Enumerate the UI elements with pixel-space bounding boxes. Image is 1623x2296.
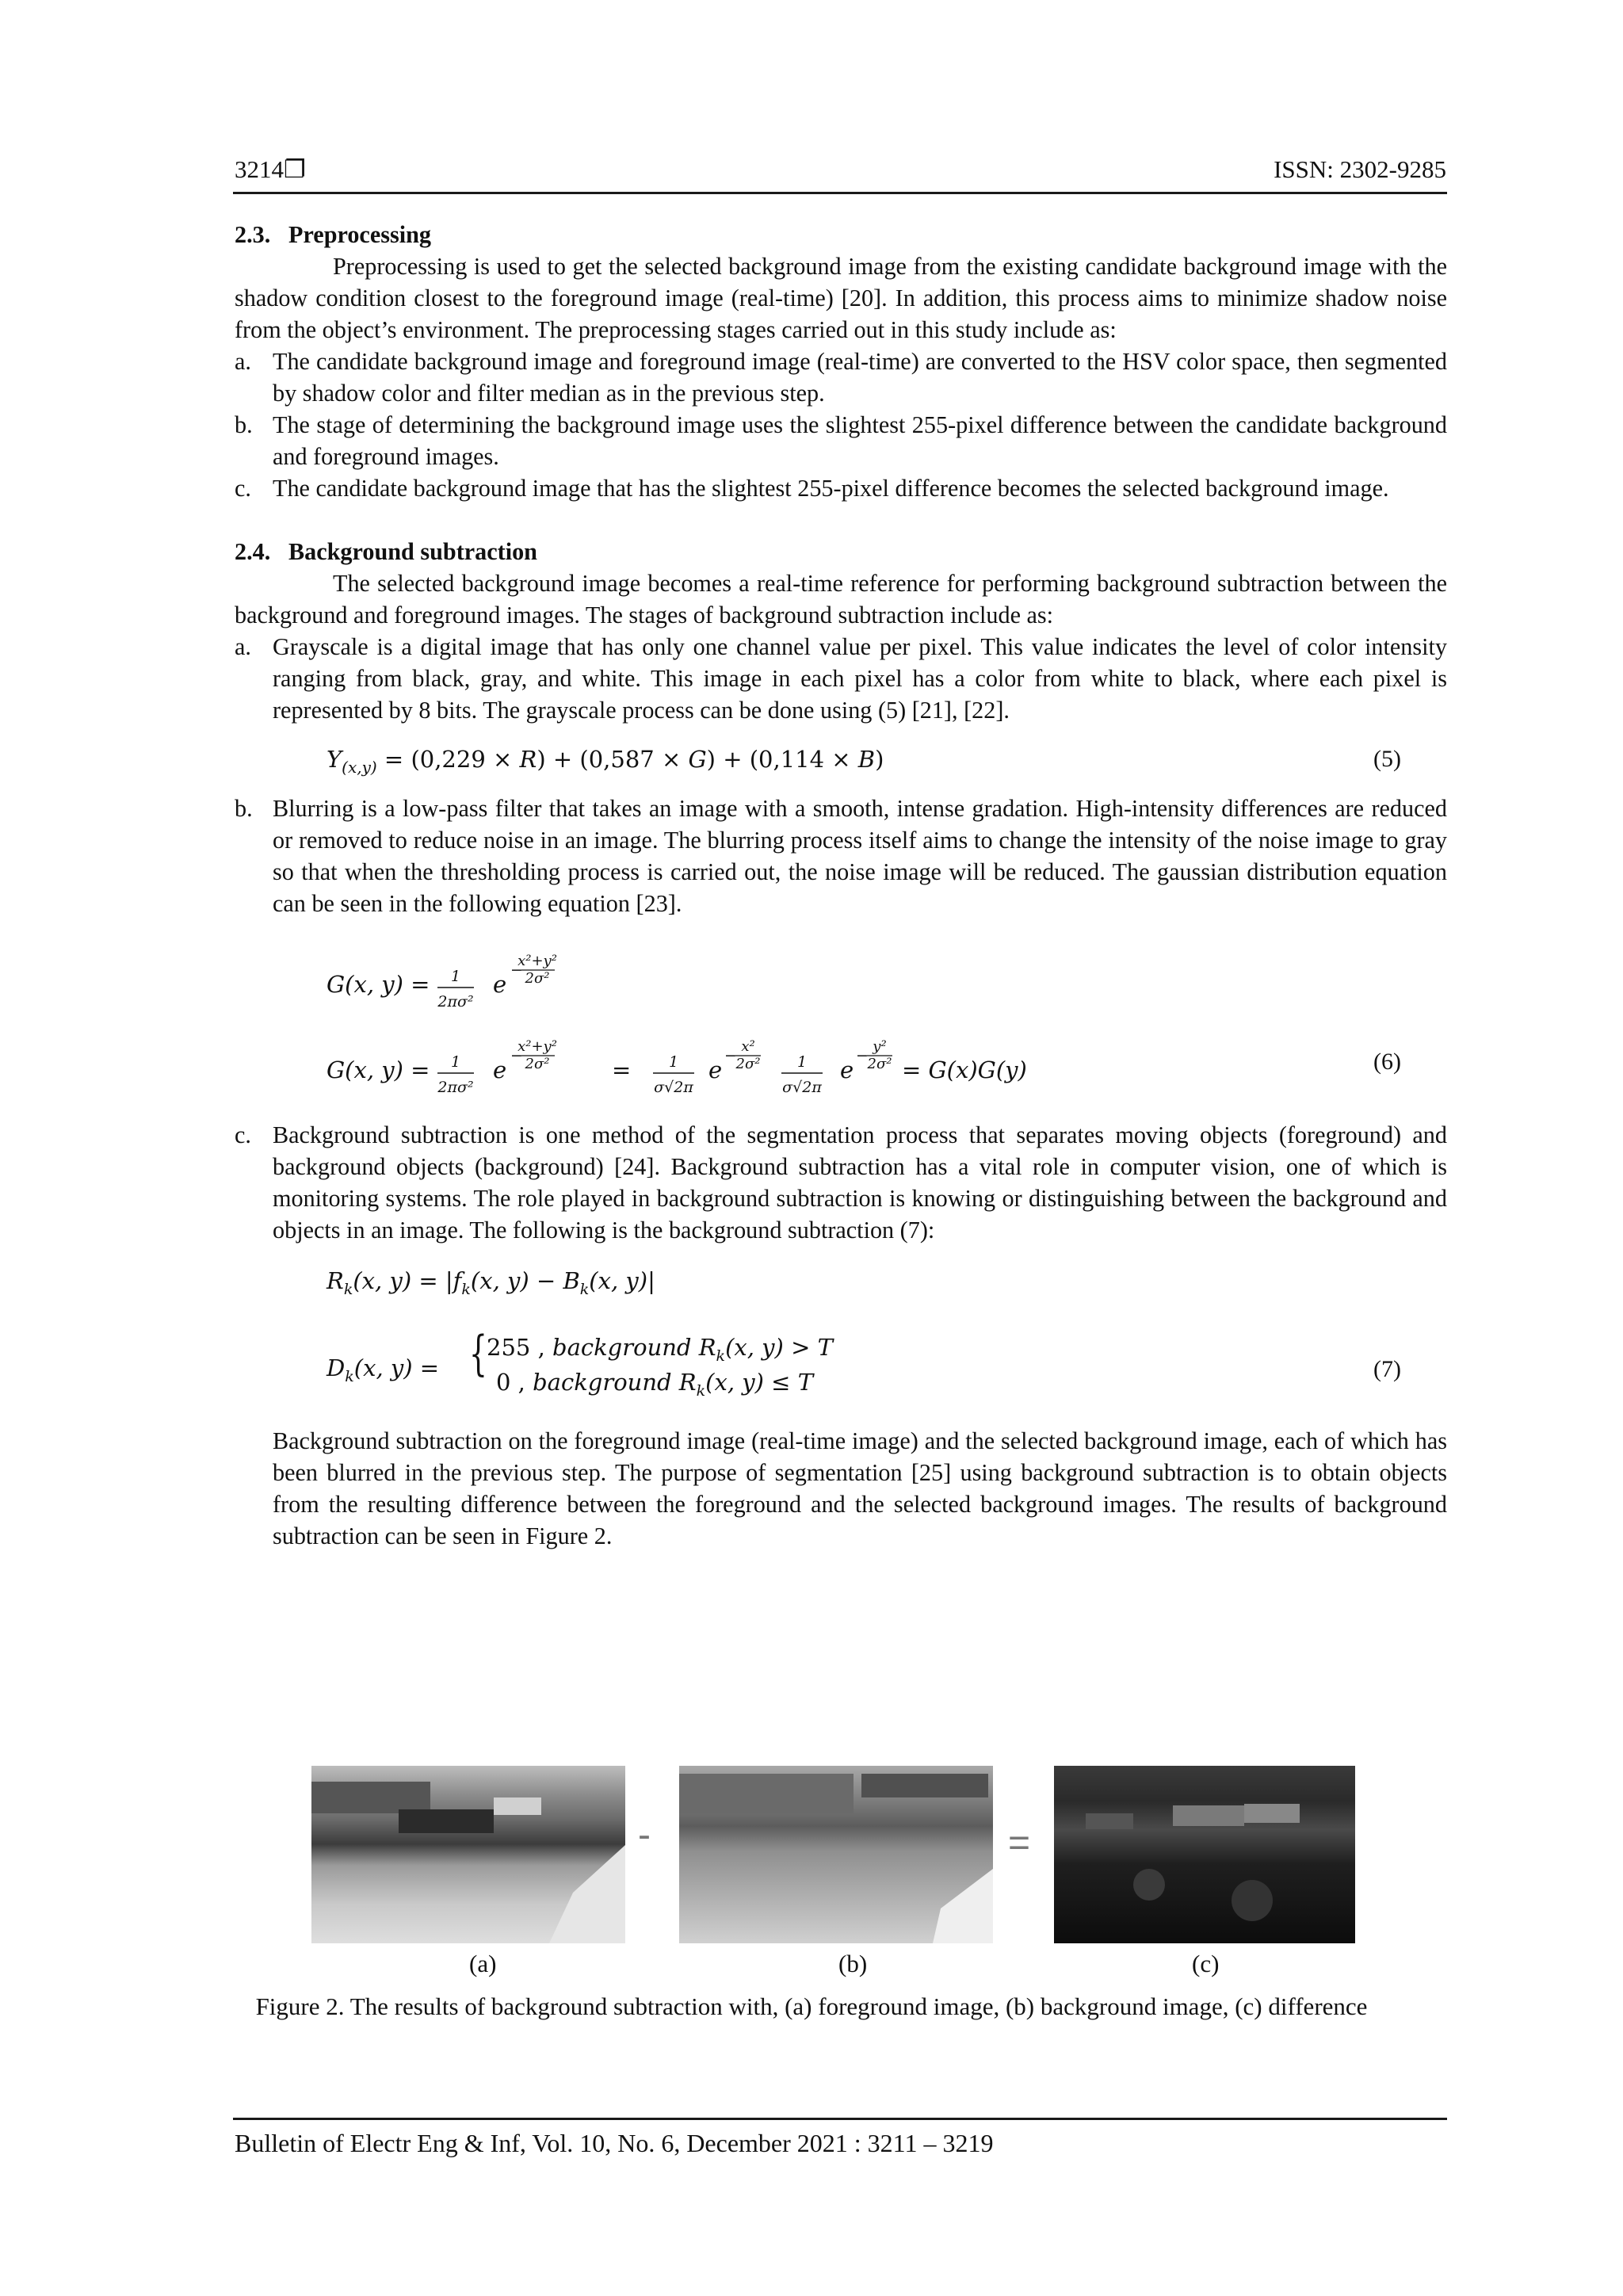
box-glyph-icon: ❐ [284,155,306,183]
list-item: a. Grayscale is a digital image that has only one channel value per pixel. This value indicates the level of color intensity ranging from black, gray, and white. This image in each pixel has a color from white to black, where each pixel is represented by 8 bits. The grayscale process can be done using (5) [21], [22]. [235,633,1447,724]
svg-text:= G(x)G(y): = G(x)G(y) [902,1056,1027,1083]
page-number: 3214❐ [235,155,306,183]
list-item: b. The stage of determining the background image uses the slightest 255-pixel difference between the candidate background and foreground images. [235,411,1447,470]
svg-text:1: 1 [450,1053,461,1071]
svg-text:2σ²: 2σ² [525,970,550,987]
page-body [235,219,1447,1552]
foreground-image [311,1766,625,1943]
footer-rule [233,2118,1447,2120]
svg-text:G(x, y) =: G(x, y) = [327,971,430,998]
svg-text:e: e [493,971,507,998]
section-paragraph: Preprocessing is used to get the selected background image from the existing candidate background image with the shadow condition closest to the foreground image (real-time) [20]. In addition, this process aims to minimize shadow noise from the object’s environment. The preprocessing stages carried out in this study include as: [235,253,1447,343]
svg-text:−: − [724,1047,737,1064]
section-heading: 2.4. Background subtraction [235,538,537,565]
figure-caption: Figure 2. The results of background subtraction with, (a) foreground image, (b) background image, (c) difference [255,1992,1368,2020]
svg-text:1: 1 [796,1053,808,1071]
footer-citation: Bulletin of Electr Eng & Inf, Vol. 10, No. 6, December 2021 : 3211 – 3219 [235,2129,994,2157]
list-item: b. Blurring is a low-pass filter that takes an image with a smooth, intense gradation. High-intensity differences are reduced or removed to reduce noise in an image. The blurring process itself aims to change the intensity of the noise image to gray so that when the thresholding process is carried out, the noise image will be reduced. The gaussian distribution equation can be seen in the following equation [23]. [235,795,1447,917]
svg-text:x²: x² [741,1038,755,1055]
equation-6: G(x, y) = 1 2πσ² e − x²+y² 2σ² G(x, y) = 1 2πσ² e − x²+y² 2σ² = 1 σ√2π e − x² 2σ² 1 σ√2π e − y² 2σ² = G(x)G(y) (6) [235,943,1447,1086]
equation-5: $Y_{(x,y)} = (0,229 \times R) + (0,587 \times G) + (0,114 \times B)$ (5) [327,746,1401,777]
equation-7: $R_k(x$, $y) = |f_k(x$, $y) - B_k(x$, y)| $D_k(x$, y) = { 255 , background $R_k(x$, y) > T 0 , background $R_k(x$, y) ≤ T (7) [327,1267,1401,1400]
sublabel-b: (b) [838,1950,868,1977]
svg-text:−: − [856,1047,869,1064]
svg-text:σ√2π: σ√2π [654,1079,693,1096]
svg-text:2σ²: 2σ² [525,1056,550,1072]
section-paragraph: Background subtraction on the foreground image (real-time image) and the selected background image, each of which has been blurred in the previous step. The purpose of segmentation [25] using background subtraction is to obtain objects from the resulting difference between the foreground and the selected background images. The results of background subtraction can be seen in Figure 2. [273,1427,1447,1549]
background-image [679,1766,993,1943]
svg-text:x²+y²: x²+y² [517,1038,557,1055]
sublabel-a: (a) [469,1950,497,1977]
list-item: c. The candidate background image that has the slightest 255-pixel difference becomes the selected background image. [235,475,1389,502]
gaussian-formula [327,943,1357,1096]
svg-text:2σ²: 2σ² [735,1056,761,1072]
svg-text:2πσ²: 2πσ² [437,993,474,1010]
svg-text:σ√2π: σ√2π [782,1079,822,1096]
svg-text:y²: y² [873,1038,887,1055]
difference-image [1054,1766,1355,1943]
svg-text:e: e [840,1056,854,1083]
section-paragraph: The selected background image becomes a real-time reference for performing background subtraction between the background and foreground images. The stages of background subtraction include as: [235,570,1447,628]
svg-text:2σ²: 2σ² [867,1056,892,1072]
sublabel-c: (c) [1192,1950,1220,1977]
svg-text:−: − [510,1047,523,1064]
header-rule [233,192,1447,194]
svg-text:2πσ²: 2πσ² [437,1079,474,1096]
svg-text:=: = [612,1056,632,1083]
svg-text:1: 1 [668,1053,679,1071]
section-heading: 2.3. Preprocessing [235,221,431,248]
svg-text:e: e [493,1056,507,1083]
svg-text:−: − [510,961,523,979]
list-item: c. Background subtraction is one method of the segmentation process that separates moving objects (foreground) and background objects (background) [24]. Background subtraction has a vital role in computer vision, one of which is monitoring systems. The role played in background subtraction is knowing or distinguishing between the background and objects in an image. The following is the background subtraction (7): [235,1121,1447,1244]
svg-text:e: e [708,1056,723,1083]
svg-text:1: 1 [450,968,461,985]
equals-operator: = [1008,1822,1031,1864]
minus-operator: - [638,1814,651,1856]
figure-2 [0,1766,1623,1977]
svg-text:x²+y²: x²+y² [517,953,557,969]
issn: ISSN: 2302-9285 [1274,155,1446,183]
svg-text:G(x, y) =: G(x, y) = [327,1056,430,1083]
list-item: a. The candidate background image and foreground image (real-time) are converted to the HSV color space, then segmented by shadow color and filter median as in the previous step. [235,348,1447,407]
